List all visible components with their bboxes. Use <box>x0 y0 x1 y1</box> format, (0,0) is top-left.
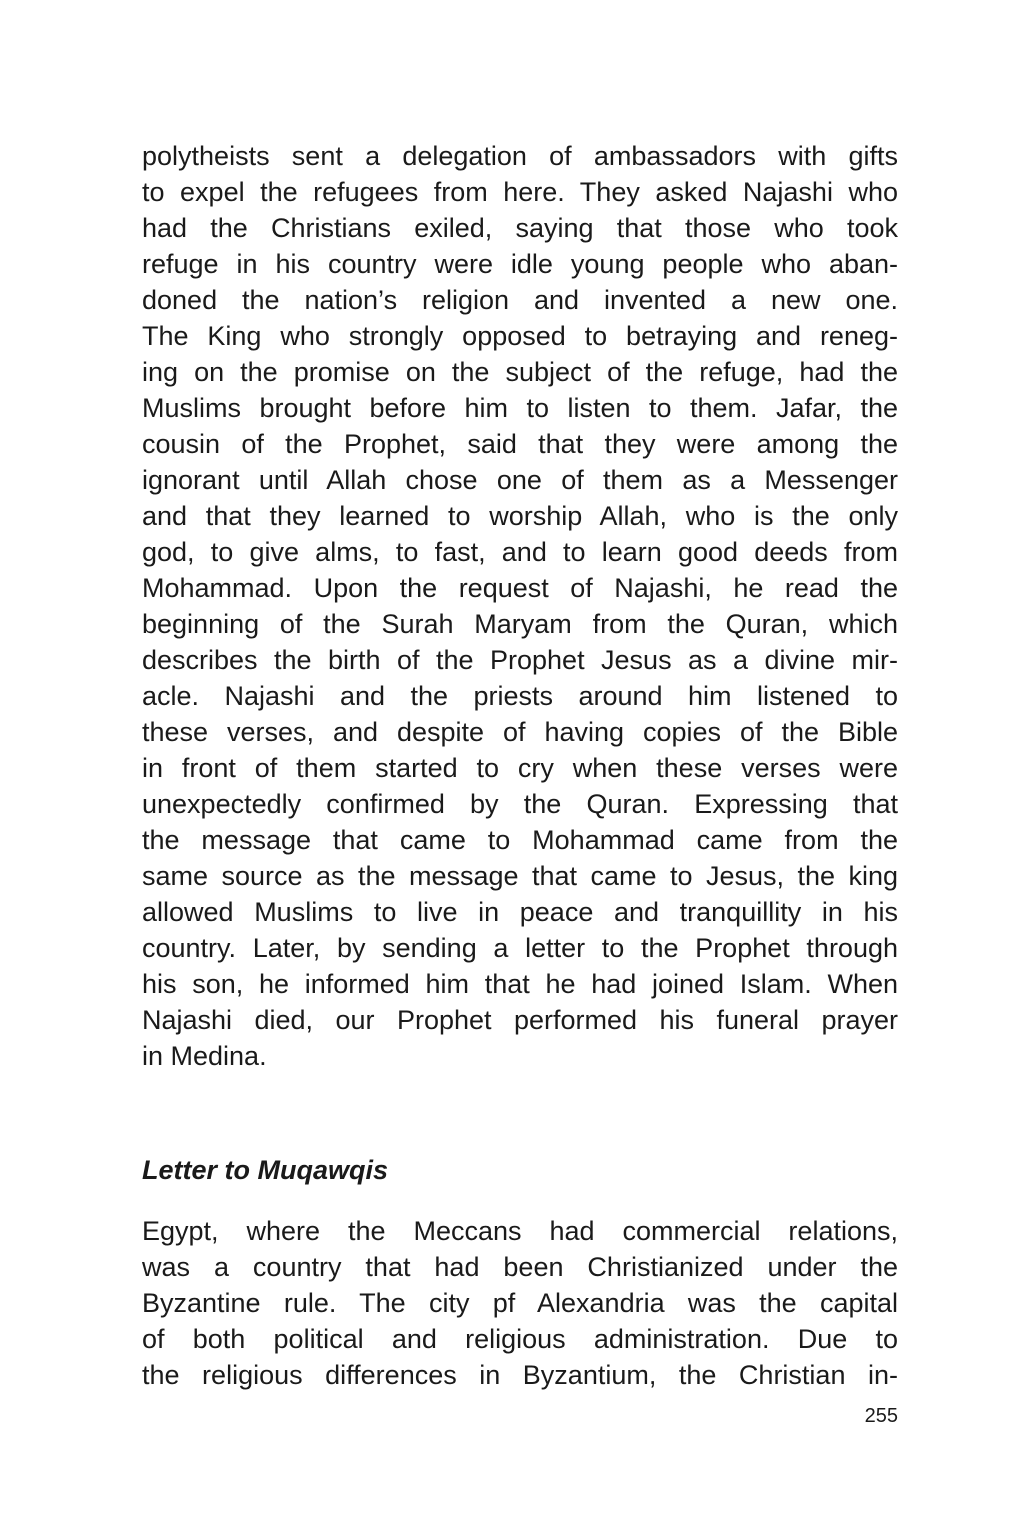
text-line: and that they learned to worship Allah, who is the only <box>142 501 898 531</box>
text-line: ing on the promise on the subject of the refuge, had the <box>142 357 898 387</box>
text-line: polytheists sent a delegation of ambassadors with gifts <box>142 141 898 171</box>
text-line: same source as the message that came to Jesus, the king <box>142 861 898 891</box>
text-line: in front of them started to cry when these verses were <box>142 753 898 783</box>
text-line: the religious differences in Byzantium, the Christian in- <box>142 1360 898 1390</box>
text-line: Najashi died, our Prophet performed his funeral prayer <box>142 1005 898 1035</box>
text-line: was a country that had been Christianized under the <box>142 1252 898 1282</box>
paragraph-1 <box>142 138 898 1074</box>
text-line: Byzantine rule. The city pf Alexandria was the capital <box>142 1288 898 1318</box>
text-line: to expel the refugees from here. They asked Najashi who <box>142 177 898 207</box>
text-line: unexpectedly confirmed by the Quran. Expressing that <box>142 789 898 819</box>
text-line: cousin of the Prophet, said that they were among the <box>142 429 898 459</box>
text-line: in Medina. <box>142 1041 267 1071</box>
text-line: Muslims brought before him to listen to them. Jafar, the <box>142 393 898 423</box>
text-line: country. Later, by sending a letter to the Prophet through <box>142 933 898 963</box>
text-line: these verses, and despite of having copies of the Bible <box>142 717 898 747</box>
text-line: had the Christians exiled, saying that those who took <box>142 213 898 243</box>
text-line: acle. Najashi and the priests around him listened to <box>142 681 898 711</box>
text-line: allowed Muslims to live in peace and tranquillity in his <box>142 897 898 927</box>
text-line: The King who strongly opposed to betraying and reneg- <box>142 321 898 351</box>
text-line: the message that came to Mohammad came from the <box>142 825 898 855</box>
text-line: doned the nation’s religion and invented a new one. <box>142 285 898 315</box>
text-line: beginning of the Surah Maryam from the Quran, which <box>142 609 898 639</box>
text-line: describes the birth of the Prophet Jesus as a divine mir- <box>142 645 898 675</box>
text-line: ignorant until Allah chose one of them as a Messenger <box>142 465 898 495</box>
text-line: Mohammad. Upon the request of Najashi, he read the <box>142 573 898 603</box>
paragraph-2 <box>142 1213 898 1393</box>
text-line: god, to give alms, to fast, and to learn good deeds from <box>142 537 898 567</box>
text-line: refuge in his country were idle young people who aban- <box>142 249 898 279</box>
text-line: his son, he informed him that he had joined Islam. When <box>142 969 898 999</box>
page-number: 255 <box>864 1405 898 1427</box>
text-line: Egypt, where the Meccans had commercial relations, <box>142 1216 898 1246</box>
text-line: of both political and religious administration. Due to <box>142 1324 898 1354</box>
section-heading: Letter to Muqawqis <box>142 1155 389 1185</box>
